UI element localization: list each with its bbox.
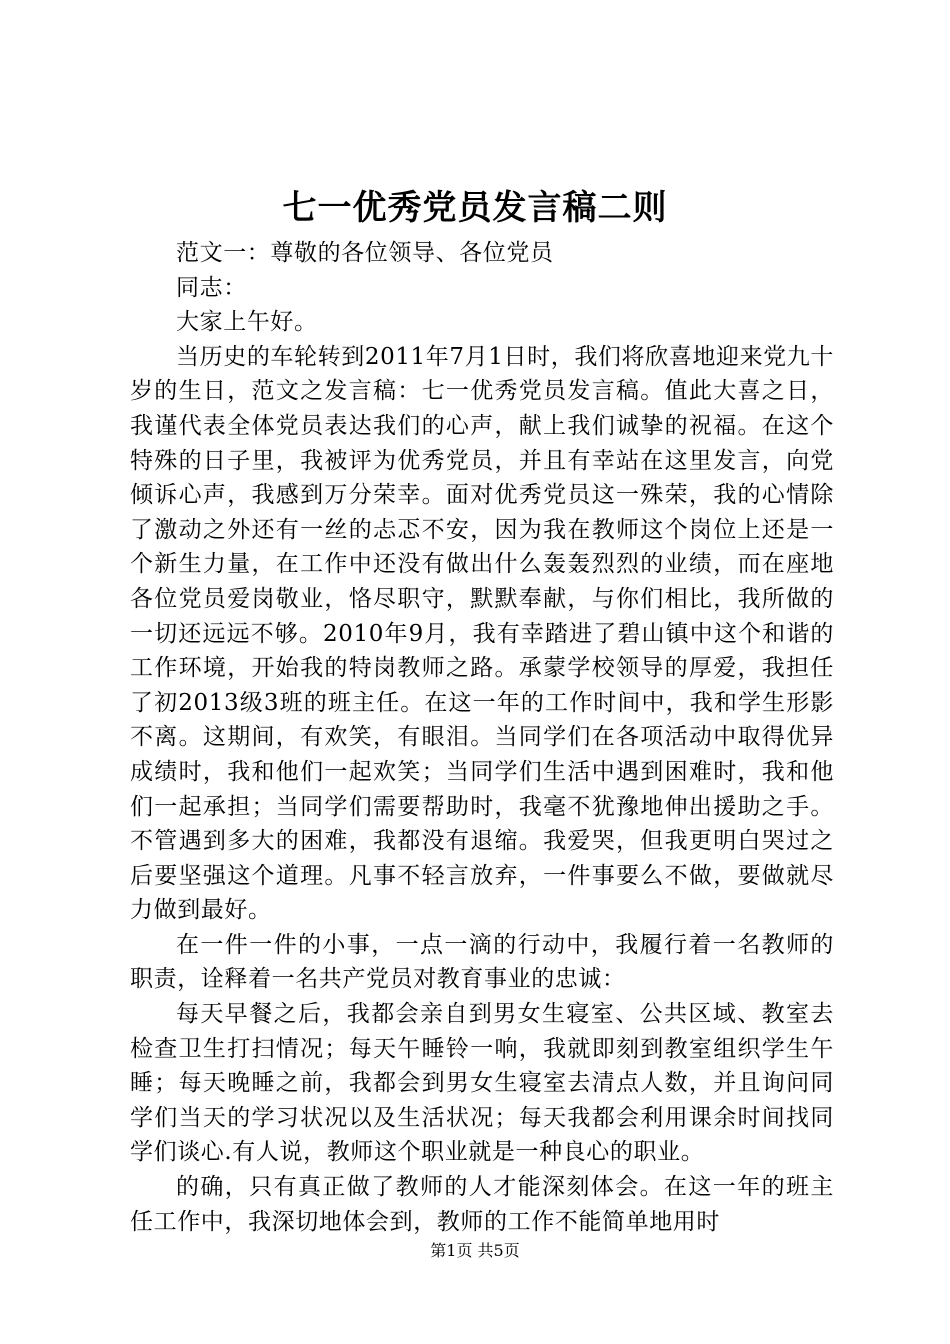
paragraph-body-2: 在一件一件的小事，一点一滴的行动中，我履行着一名教师的职责，诠释着一名共产党员对教育事业的忠诚： <box>130 931 834 993</box>
paragraph-body-1: 当历史的车轮转到2011年7月1日时，我们将欣喜地迎来党九十岁的生日，范文之发言稿：七一优秀党员发言稿。值此大喜之日，我谨代表全体党员表达我们的心声，献上我们诚挚的祝福。在这个特殊的日子里，我被评为优秀党员，并且有幸站在这里发言，向党倾诉心声，我感到万分荣幸。面对优秀党员这一殊荣，我的心情除了激动之外还有一丝的忐忑不安，因为我在教师这个岗位上还是一个新生力量，在工作中还没有做出什么轰轰烈烈的业绩，而在座地各位党员爱岗敬业，恪尽职守，默默奉献，与你们相比，我所做的一切还远远不够。2010年9月，我有幸踏进了碧山镇中这个和谐的工作环境，开始我的特岗教师之路。承蒙学校领导的厚爱，我担任了初2013级3班的班主任。在这一年的工作时间中，我和学生形影不离。这期间，有欢笑，有眼泪。当同学们在各项活动中取得优异成绩时，我和他们一起欢笑；当同学们生活中遇到困难时，我和他们一起承担；当同学们需要帮助时，我毫不犹豫地伸出援助之手。不管遇到多大的困难，我都没有退缩。我爱哭，但我更明白哭过之后要坚强这个道理。凡事不轻言放弃，一件事要么不做，要做就尽力做到最好。 <box>130 343 834 924</box>
paragraph-salutation-cont: 同志： <box>176 274 247 301</box>
paragraph-body-4: 的确，只有真正做了教师的人才能深刻体会。在这一年的班主任工作中，我深切地体会到，教师的工作不能简单地用时 <box>130 1174 834 1235</box>
document-title: 七一优秀党员发言稿二则 <box>282 188 668 228</box>
paragraph-body-3: 每天早餐之后，我都会亲自到男女生寝室、公共区域、教室去检查卫生打扫情况；每天午睡铃一响，我就即刻到教室组织学生午睡；每天晚睡之前，我都会到男女生寝室去清点人数，并且询问同学们当天的学习状况以及生活状况；每天我都会利用课余时间找同学们谈心.有人说，教师这个职业就是一种良心的职业。 <box>130 1001 834 1166</box>
paragraph-salutation: 范文一：尊敬的各位领导、各位党员 <box>176 240 554 266</box>
paragraph-greeting: 大家上午好。 <box>176 309 318 336</box>
document-body <box>130 236 834 1239</box>
page-footer: 第1页 共5页 <box>430 1241 520 1260</box>
